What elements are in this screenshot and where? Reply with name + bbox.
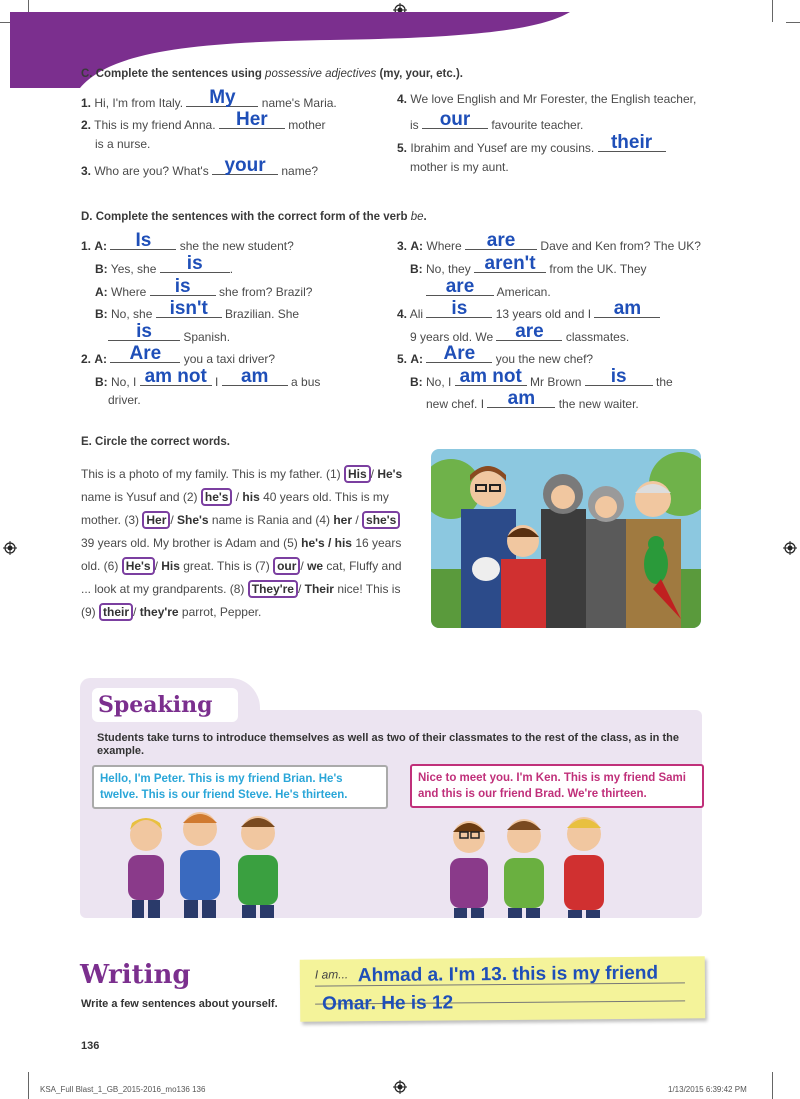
answer-blank[interactable]: am bbox=[487, 392, 555, 408]
section-e-title: E. Circle the correct words. bbox=[81, 436, 230, 448]
answer-blank[interactable]: our bbox=[422, 113, 488, 129]
option-word[interactable]: he's / his bbox=[301, 536, 352, 550]
d-q1-b1: B: Yes, she is . bbox=[95, 253, 234, 276]
circled-word[interactable]: she's bbox=[362, 511, 400, 529]
d-q5-b: B: No, I am not Mr Brown is the bbox=[410, 366, 673, 389]
answer-blank[interactable]: Are bbox=[110, 347, 180, 363]
c-item-2-cont: is a nurse. bbox=[95, 137, 151, 151]
note-answer-line-2: Omar. He is 12 bbox=[322, 992, 454, 1015]
students-group-left bbox=[120, 805, 290, 918]
circled-word[interactable]: our bbox=[273, 557, 300, 575]
answer-blank[interactable]: am bbox=[594, 302, 660, 318]
option-word[interactable]: her bbox=[333, 513, 353, 527]
students-group-right bbox=[440, 810, 620, 918]
section-d-title: D. Complete the sentences with the correct form of the verb be. bbox=[81, 211, 427, 223]
option-word[interactable]: Their bbox=[304, 582, 334, 596]
d-q4-cont: 9 years old. We are classmates. bbox=[410, 321, 630, 344]
section-e-paragraph: This is a photo of my family. This is my father. (1) His / He's name is Yusuf and (2) he's / his 40 years old. This is my mother. (3) Her / She's name is Rania and (4) her / she's 39 years old. My brother is Adam and (5) he's / his 16 years old. (6) He's / His great. This is (7) our / we cat, Fluffy and ... look at my grandparents. (8) They're / Their nice! This is (9) their / they're parrot, Pepper. bbox=[81, 467, 403, 619]
answer-blank[interactable]: am not bbox=[140, 370, 212, 386]
answer-blank[interactable]: is bbox=[150, 280, 216, 296]
writing-note[interactable] bbox=[300, 956, 706, 1022]
page-number: 136 bbox=[81, 1040, 100, 1052]
answer-blank[interactable]: are bbox=[465, 234, 537, 250]
registration-mark-icon bbox=[3, 541, 17, 555]
d-q5-b-cont: new chef. I am the new waiter. bbox=[426, 388, 639, 411]
answer-blank[interactable]: am not bbox=[455, 370, 527, 386]
option-word[interactable]: His bbox=[161, 559, 180, 573]
footer-date: 1/13/2015 6:39:42 PM bbox=[668, 1085, 747, 1094]
d-q1-b2: B: No, she isn't Brazilian. She bbox=[95, 298, 300, 321]
answer-blank[interactable]: are bbox=[426, 280, 494, 296]
d-q5-a: 5. A: Are you the new chef? bbox=[397, 343, 594, 366]
registration-mark-icon bbox=[393, 1080, 407, 1094]
section-c-title: C. Complete the sentences using possessive adjectives (my, your, etc.). bbox=[81, 68, 463, 80]
circled-word[interactable]: His bbox=[344, 465, 371, 483]
c-item-5: 5. Ibrahim and Yusef are my cousins. their bbox=[397, 136, 666, 156]
c-item-1: 1. Hi, I'm from Italy. My name's Maria. bbox=[81, 87, 337, 110]
speaking-title: Speaking bbox=[92, 688, 238, 722]
registration-mark-icon bbox=[783, 541, 797, 555]
answer-blank[interactable]: is bbox=[426, 302, 492, 318]
note-lead: I am... bbox=[314, 967, 349, 982]
d-q1-b3: is Spanish. bbox=[108, 325, 230, 345]
circled-word[interactable]: He's bbox=[122, 557, 155, 575]
answer-blank[interactable]: My bbox=[186, 91, 258, 107]
footer-file: KSA_Full Blast_1_GB_2015-2016_mo136 136 bbox=[40, 1085, 206, 1094]
speech-bubble-peter: Hello, I'm Peter. This is my friend Brian. He's twelve. This is our friend Steve. He's thirteen. bbox=[92, 765, 388, 809]
c-item-4-cont: is our favourite teacher. bbox=[410, 109, 584, 132]
d-q3-b: B: No, they aren't from the UK. They bbox=[410, 253, 647, 276]
answer-blank[interactable]: Her bbox=[219, 113, 285, 129]
circled-word[interactable]: Her bbox=[142, 511, 170, 529]
circled-word[interactable]: They're bbox=[248, 580, 298, 598]
d-q2-a: 2. A: Are you a taxi driver? bbox=[81, 343, 276, 366]
answer-blank[interactable]: is bbox=[585, 370, 653, 386]
speech-bubble-ken: Nice to meet you. I'm Ken. This is my friend Sami and this is our friend Brad. We're thirteen. bbox=[410, 764, 704, 808]
d-q1-a2: A: Where is she from? Brazil? bbox=[95, 276, 313, 299]
crop-mark bbox=[772, 1072, 773, 1099]
d-q3-a: 3. A: Where are Dave and Ken from? The UK? bbox=[397, 230, 701, 253]
answer-blank[interactable]: Is bbox=[110, 234, 176, 250]
option-word[interactable]: She's bbox=[177, 513, 209, 527]
note-answer-line-1: Ahmad a. I'm 13. this is my friend bbox=[357, 962, 659, 987]
answer-blank[interactable]: are bbox=[496, 325, 562, 341]
option-word[interactable]: his bbox=[242, 490, 260, 504]
family-illustration bbox=[431, 449, 701, 628]
d-q2-b-cont: driver. bbox=[108, 393, 141, 407]
answer-blank[interactable]: your bbox=[212, 159, 278, 175]
answer-blank[interactable]: their bbox=[598, 136, 666, 152]
answer-blank[interactable]: aren't bbox=[474, 257, 546, 273]
d-q1-a1: 1. A: Is she the new student? bbox=[81, 230, 294, 253]
answer-blank[interactable]: isn't bbox=[156, 302, 222, 318]
d-q4: 4. Ali is 13 years old and I am bbox=[397, 302, 660, 322]
c-item-3: 3. Who are you? What's your name? bbox=[81, 155, 319, 178]
answer-blank[interactable]: is bbox=[108, 325, 180, 341]
writing-title: Writing bbox=[80, 960, 191, 990]
answer-blank[interactable]: am bbox=[222, 370, 288, 386]
d-q3-b-cont: are American. bbox=[426, 280, 551, 300]
writing-instruction: Write a few sentences about yourself. bbox=[81, 998, 278, 1010]
speaking-instruction: Students take turns to introduce themselves as well as two of their classmates to the rest of the class, as in the example. bbox=[97, 732, 679, 757]
option-word[interactable]: we bbox=[307, 559, 324, 573]
answer-blank[interactable]: is bbox=[160, 257, 230, 273]
c-item-4: 4. We love English and Mr Forester, the English teacher, bbox=[397, 92, 697, 106]
c-item-2: 2. This is my friend Anna. Her mother bbox=[81, 109, 326, 132]
answer-blank[interactable]: Are bbox=[426, 347, 492, 363]
d-q2-b: B: No, I am not I am a bus bbox=[95, 366, 321, 389]
option-word[interactable]: He's bbox=[377, 467, 403, 481]
crop-mark bbox=[28, 1072, 29, 1099]
circled-word[interactable]: he's bbox=[201, 488, 233, 506]
option-word[interactable]: they're bbox=[139, 605, 179, 619]
circled-word[interactable]: their bbox=[99, 603, 133, 621]
c-item-5-cont: mother is my aunt. bbox=[410, 160, 509, 174]
